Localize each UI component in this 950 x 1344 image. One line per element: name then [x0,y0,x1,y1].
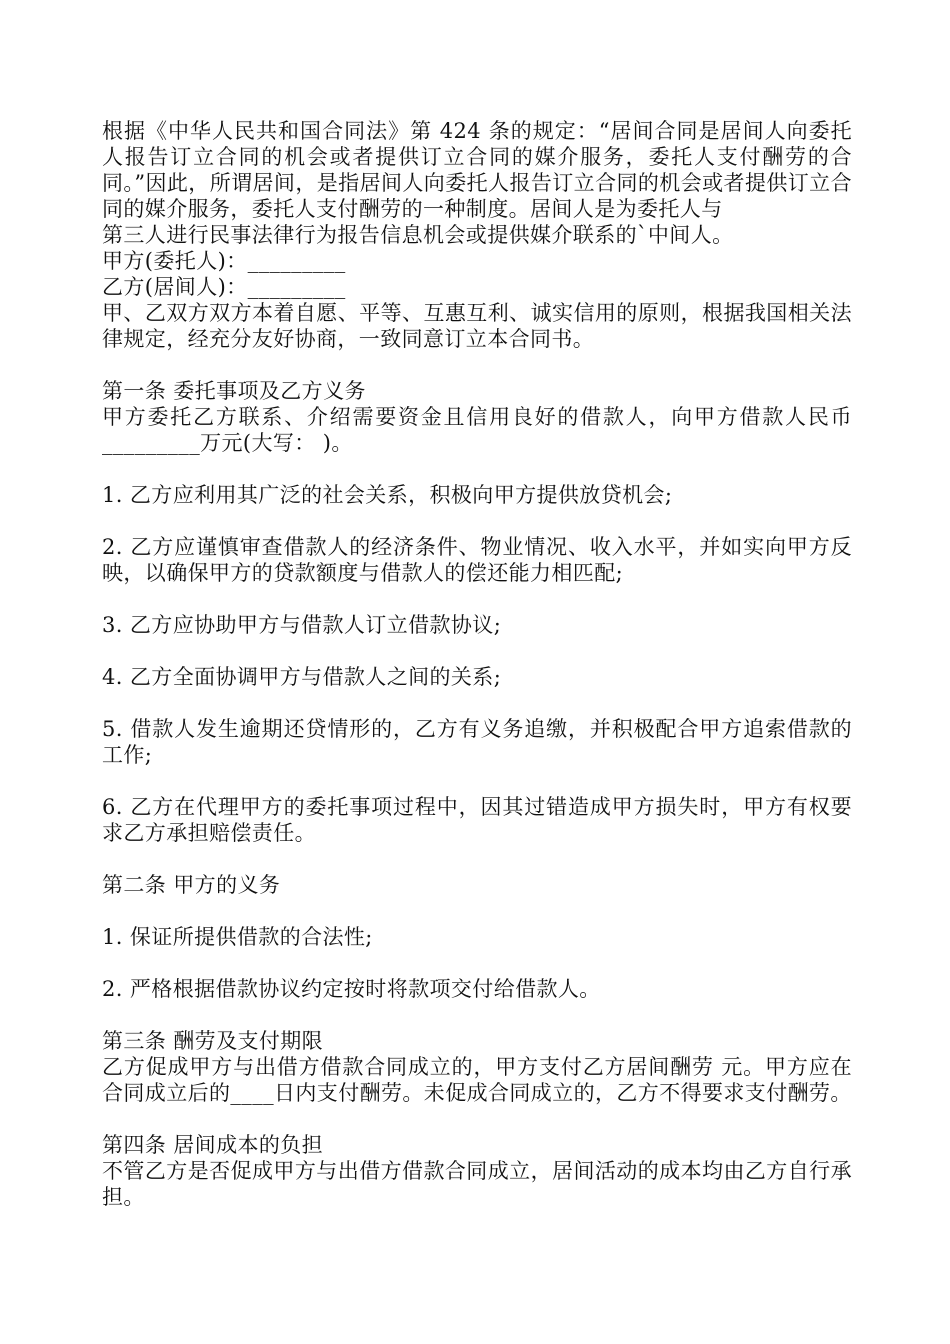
article-4-body: 不管乙方是否促成甲方与出借方借款合同成立，居间活动的成本均由乙方自行承担。 [102,1159,852,1209]
article-1-item: 2. 乙方应谨慎审查借款人的经济条件、物业情况、收入水平，并如实向甲方反映，以确保甲方的贷款额度与借款人的偿还能力相匹配; [102,535,852,585]
article-3-title: 第三条 酬劳及支付期限 [102,1029,324,1053]
article-2-item: 2. 严格根据借款协议约定按时将款项交付给借款人。 [102,977,601,1001]
contract-document [102,118,860,1210]
article-1-item: 5. 借款人发生逾期还贷情形的，乙方有义务追缴，并积极配合甲方追索借款的工作; [102,717,852,767]
party-b-line: 乙方(居间人)：_________ [102,275,346,299]
article-3-body: 乙方促成甲方与出借方借款合同成立的，甲方支付乙方居间酬劳 元。甲方应在合同成立后的____日内支付酬劳。未促成合同成立的，乙方不得要求支付酬劳。 [102,1055,852,1105]
article-1-title: 第一条 委托事项及乙方义务 [102,379,366,403]
article-1-item: 4. 乙方全面协调甲方与借款人之间的关系; [102,665,502,689]
principle-paragraph: 甲、乙双方双方本着自愿、平等、互惠互利、诚实信用的原则，根据我国相关法律规定，经充分友好协商，一致同意订立本合同书。 [102,301,852,351]
intro-third-party-line: 第三人进行民事法律行为报告信息机会或提供媒介联系的`中间人。 [102,223,734,247]
article-2-title: 第二条 甲方的义务 [102,873,281,897]
article-1-item: 1. 乙方应利用其广泛的社会关系，积极向甲方提供放贷机会; [102,483,673,507]
article-1-item: 3. 乙方应协助甲方与借款人订立借款协议; [102,613,502,637]
intro-paragraph: 根据《中华人民共和国合同法》第 424 条的规定：“居间合同是居间人向委托人报告订立合同的机会或者提供订立合同的媒介服务，委托人支付酬劳的合同。”因此，所谓居间，是指居间人向委托人报告订立合同的机会或者提供订立合同的媒介服务，委托人支付酬劳的一种制度。居间人是为委托人与 [102,119,852,221]
article-2-item: 1. 保证所提供借款的合法性; [102,925,373,949]
party-a-line: 甲方(委托人)：_________ [102,249,346,273]
article-4-title: 第四条 居间成本的负担 [102,1133,324,1157]
article-1-item: 6. 乙方在代理甲方的委托事项过程中，因其过错造成甲方损失时，甲方有权要求乙方承担赔偿责任。 [102,795,852,845]
article-1-body: 甲方委托乙方联系、介绍需要资金且信用良好的借款人，向甲方借款人民币 _________万元(大写： )。 [102,405,860,455]
